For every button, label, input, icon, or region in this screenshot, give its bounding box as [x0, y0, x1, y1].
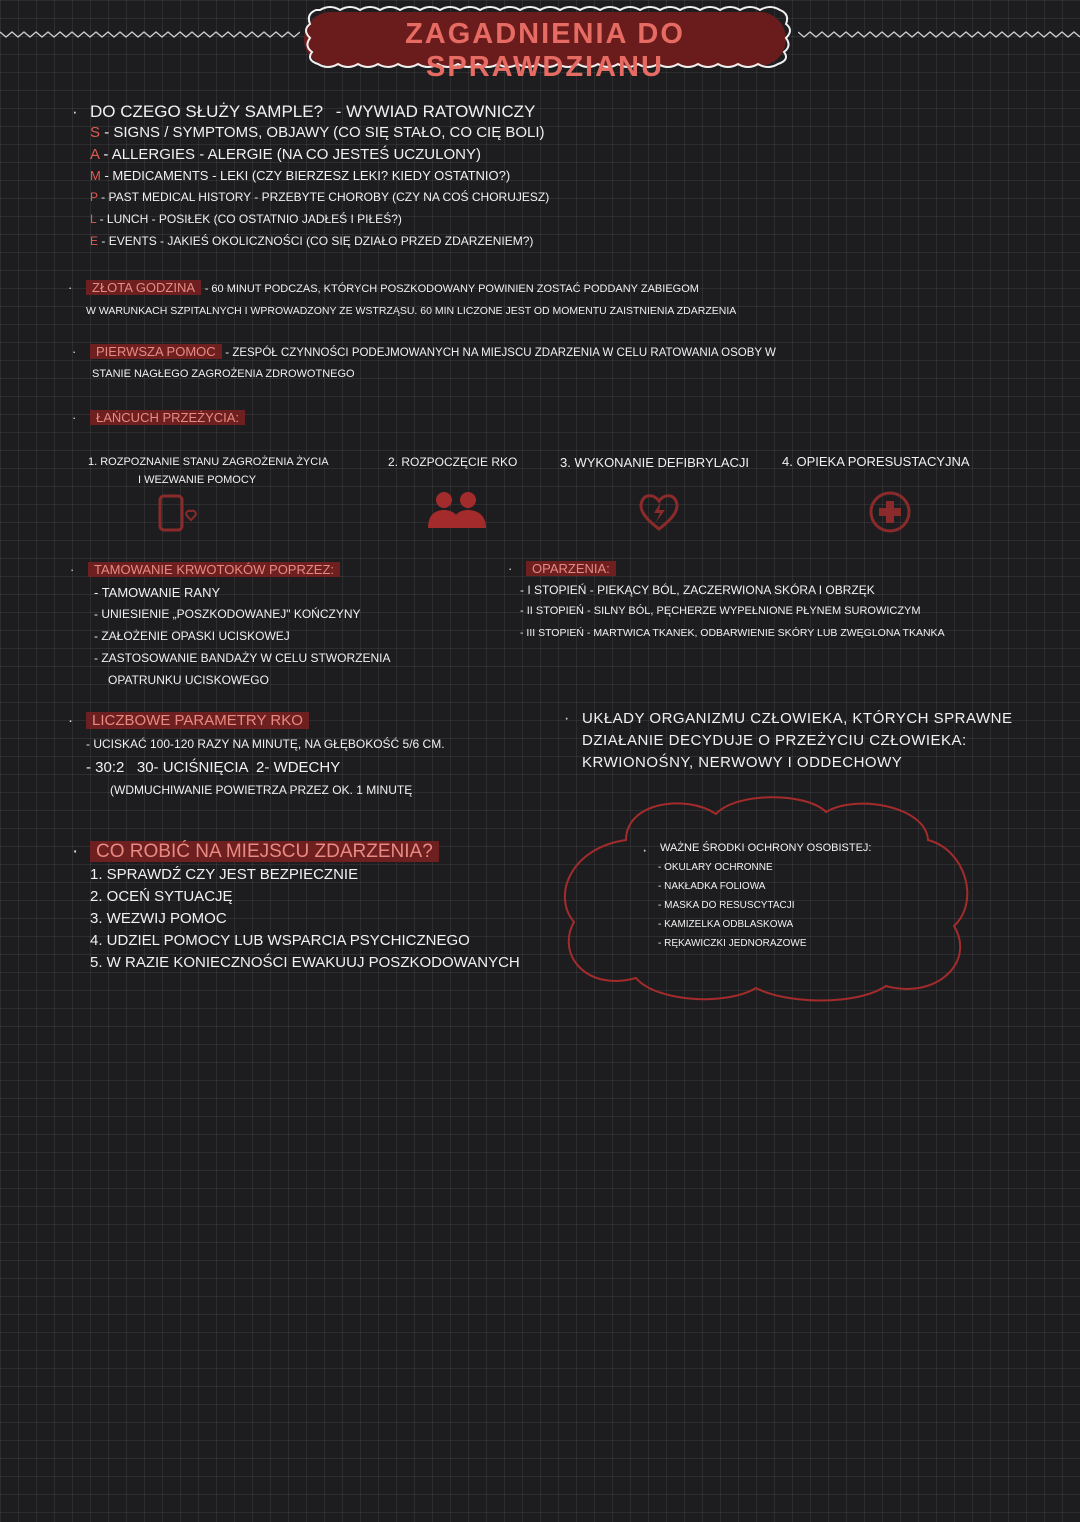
sample-heading [90, 102, 535, 122]
list-item: 4. UDZIEL POMOCY LUB WSPARCIA PSYCHICZNEGO [90, 932, 470, 949]
list-item: OPATRUNKU UCISKOWEGO [108, 673, 269, 687]
list-item: - MASKA DO RESUSCYTACJI [658, 900, 795, 911]
systems-line: DZIAŁANIE DECYDUJE O PRZEŻYCIU CZŁOWIEKA: [582, 732, 967, 749]
chain-term: ŁAŃCUCH PRZEŻYCIA: [90, 410, 245, 425]
people-icon [424, 490, 490, 530]
first-aid-text: - ZESPÓŁ CZYNNOŚCI PODEJMOWANYCH NA MIEJSCU ZDARZENIA W CELU RATOWANIA OSOBY W [225, 347, 776, 359]
list-item: - TAMOWANIE RANY [94, 585, 221, 600]
sample-list [90, 124, 549, 256]
ppe-block [660, 842, 871, 957]
golden-hour-line2: W WARUNKACH SZPITALNYCH I WPROWADZONY ZE WSTRZĄSU. 60 MIN LICZONE JEST OD MOMENTU ZAISTNIENIA ZDARZENIA [86, 305, 737, 317]
phone-heart-icon [158, 494, 206, 534]
sample-text: - PAST MEDICAL HISTORY - PRZEBYTE CHOROBY (CZY NA COŚ CHORUJESZ) [101, 190, 550, 204]
ppe-heading: · WAŻNE ŚRODKI OCHRONY OSOBISTEJ: [660, 842, 872, 854]
list-item: (WDMUCHIWANIE POWIETRZA PRZEZ OK. 1 MINUTĘ [110, 783, 413, 797]
list-item [90, 168, 549, 190]
sample-text: - LUNCH - POSIŁEK (CO OSTATNIO JADŁEŚ I PIŁEŚ?) [99, 212, 402, 226]
golden-hour-line1 [86, 280, 699, 295]
chain-step-4: 4. OPIEKA PORESUSTACYJNA [782, 454, 970, 469]
list-item: 2. OCEŃ SYTUACJĘ [90, 888, 233, 905]
first-aid-line2: STANIE NAGŁEGO ZAGROŻENIA ZDROWOTNEGO [92, 368, 355, 380]
golden-hour-text: - 60 MINUT PODCZAS, KTÓRYCH POSZKODOWANY POWINIEN ZOSTAĆ PODDANY ZABIEGOM [204, 283, 699, 295]
systems-line: · UKŁADY ORGANIZMU CZŁOWIEKA, KTÓRYCH SPRAWNE [582, 710, 1013, 727]
wave-line-left [0, 28, 300, 40]
list-item: 1. SPRAWDŹ CZY JEST BEZPIECZNIE [90, 866, 359, 883]
list-item: - UNIESIENIE „POSZKODOWANEJ" KOŃCZYNY [94, 607, 361, 621]
sample-text: - MEDICAMENTS - LEKI (CZY BIERZESZ LEKI? KIEDY OSTATNIO?) [104, 168, 511, 183]
bleeding-list [94, 585, 390, 695]
list-item: - 30:2 30- UCIŚNIĘCIA 2- WDECHY [86, 759, 341, 776]
bleeding-heading [88, 562, 340, 577]
list-item: - NAKŁADKA FOLIOWA [658, 881, 766, 892]
list-item: - III STOPIEŃ - MARTWICA TKANEK, ODBARWIENIE SKÓRY LUB ZWĘGLONA TKANKA [520, 627, 945, 639]
cpr-list [86, 737, 445, 805]
list-item: - OKULARY OCHRONNE [658, 862, 773, 873]
systems-block [582, 710, 1012, 776]
list-item [90, 190, 549, 212]
wave-line-right [798, 28, 1080, 40]
list-item [90, 124, 549, 146]
sample-letter: P [90, 190, 98, 204]
chain-step-label: 1. ROZPOZNANIE STANU ZAGROŻENIA ŻYCIA [88, 456, 329, 468]
sample-heading-suffix: - WYWIAD RATOWNICZY [335, 102, 536, 121]
list-item: - ZAŁOŻENIE OPASKI UCISKOWEJ [94, 629, 290, 643]
sample-text: - ALLERGIES - ALERGIE (NA CO JESTEŚ UCZULONY) [103, 146, 481, 163]
heart-bolt-icon [638, 492, 680, 532]
bleeding-term: TAMOWANIE KRWOTOKÓW POPRZEZ: [88, 562, 340, 577]
burns-list [520, 583, 945, 649]
burns-heading [526, 561, 616, 576]
scene-term: CO ROBIĆ NA MIEJSCU ZDARZENIA? [90, 841, 439, 862]
list-item: - II STOPIEŃ - SILNY BÓL, PĘCHERZE WYPEŁNIONE PŁYNEM SUROWICZYM [520, 605, 921, 617]
chain-step-3: 3. WYKONANIE DEFIBRYLACJI [560, 455, 750, 470]
chain-step-2: 2. ROZPOCZĘCIE RKO [388, 455, 518, 469]
burns-term: OPARZENIA: [526, 561, 616, 576]
chain-step-label2: I WEZWANIE POMOCY [138, 474, 257, 486]
scene-list [90, 866, 520, 976]
list-item: - I STOPIEŃ - PIEKĄCY BÓL, ZACZERWIONA SKÓRA I OBRZĘK [520, 583, 875, 597]
scene-heading [90, 841, 439, 863]
sample-letter: S [90, 124, 101, 141]
first-aid-term: PIERWSZA POMOC [90, 344, 222, 359]
list-item: - ZASTOSOWANIE BANDAŻY W CELU STWORZENIA [94, 651, 391, 665]
list-item: 5. W RAZIE KONIECZNOŚCI EWAKUUJ POSZKODOWANYCH [90, 954, 520, 971]
list-item: - RĘKAWICZKI JEDNORAZOWE [658, 938, 807, 949]
list-item [90, 234, 549, 256]
sample-letter: A [90, 146, 100, 163]
list-item: - UCISKAĆ 100-120 RAZY NA MINUTĘ, NA GŁĘBOKOŚĆ 5/6 CM. [86, 737, 445, 751]
sample-letter: M [90, 168, 101, 183]
medical-cross-icon [868, 490, 912, 534]
chain-step-1 [88, 456, 329, 486]
cpr-heading [86, 712, 309, 729]
sample-text: - SIGNS / SYMPTOMS, OBJAWY (CO SIĘ STAŁO, CO CIĘ BOLI) [104, 124, 545, 141]
systems-line: KRWIONOŚNY, NERWOWY I ODDECHOWY [582, 754, 903, 771]
page-title: ZAGADNIENIA DO SPRAWDZIANU [405, 18, 685, 83]
first-aid-line1 [90, 344, 776, 359]
sample-letter: L [90, 212, 97, 226]
list-item [90, 212, 549, 234]
cpr-term: LICZBOWE PARAMETRY RKO [86, 712, 309, 729]
golden-hour-term: ZŁOTA GODZINA [86, 280, 201, 295]
chain-heading [90, 410, 245, 425]
list-item [90, 146, 549, 168]
sample-letter: E [90, 234, 99, 248]
sample-text: - EVENTS - JAKIEŚ OKOLICZNOŚCI (CO SIĘ DZIAŁO PRZED ZDARZENIEM?) [101, 234, 534, 248]
list-item: 3. WEZWIJ POMOC [90, 910, 227, 927]
list-item: - KAMIZELKA ODBLASKOWA [658, 919, 794, 930]
sample-heading-text: DO CZEGO SŁUŻY SAMPLE? [90, 102, 324, 121]
